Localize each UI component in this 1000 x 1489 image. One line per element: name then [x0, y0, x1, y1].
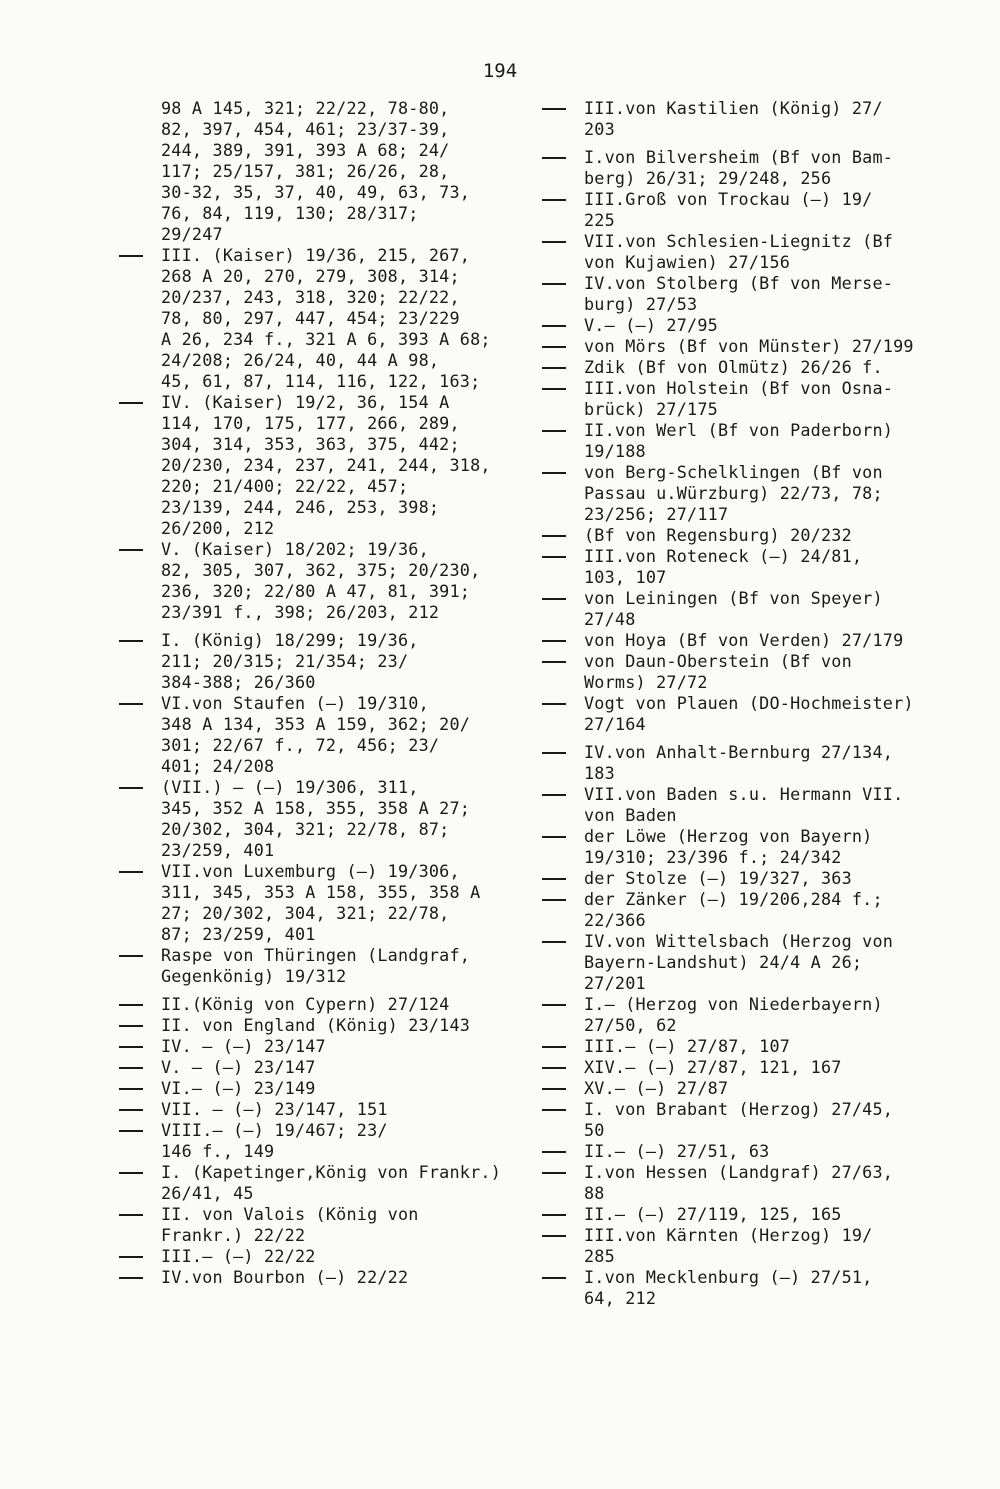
index-entry: IV.von Bourbon (—) 22/22: [112, 1267, 508, 1288]
index-entry: III.— (—) 27/87, 107: [535, 1036, 935, 1057]
index-entry: von Daun-Oberstein (Bf von Worms) 27/72: [535, 651, 935, 693]
index-entry: II.— (—) 27/51, 63: [535, 1141, 935, 1162]
index-entry: III. (Kaiser) 19/36, 215, 267, 268 A 20, 270, 279, 308, 314; 20/237, 243, 318, 320; 22/22, 78, 80, 297, 447, 454; 23/229 A 26, 234 f., 321 A 6, 393 A 68; 24/208; 26/24, 40, 44 A 98, 45, 61, 87, 114, 116, 122, 163;: [112, 245, 508, 392]
index-entry: Raspe von Thüringen (Landgraf, Gegenkönig) 19/312: [112, 945, 508, 987]
index-entry: I. von Brabant (Herzog) 27/45, 50: [535, 1099, 935, 1141]
index-entry: II. von England (König) 23/143: [112, 1015, 508, 1036]
index-entry: der Zänker (—) 19/206,284 f.; 22/366: [535, 889, 935, 931]
index-entry: V. — (—) 23/147: [112, 1057, 508, 1078]
index-entry: VI.— (—) 23/149: [112, 1078, 508, 1099]
index-entry: IV.von Stolberg (Bf von Merse- burg) 27/53: [535, 273, 935, 315]
index-entry: VII.von Schlesien-Liegnitz (Bf von Kujawien) 27/156: [535, 231, 935, 273]
index-entry: I.von Mecklenburg (—) 27/51, 64, 212: [535, 1267, 935, 1309]
index-entry: II.(König von Cypern) 27/124: [112, 994, 508, 1015]
index-entry: III.Groß von Trockau (—) 19/ 225: [535, 189, 935, 231]
index-entry: III.— (—) 22/22: [112, 1246, 508, 1267]
index-entry: V.— (—) 27/95: [535, 315, 935, 336]
index-entry: I. (König) 18/299; 19/36, 211; 20/315; 21/354; 23/ 384-388; 26/360: [112, 630, 508, 693]
index-entry: VII.von Luxemburg (—) 19/306, 311, 345, 353 A 158, 355, 358 A 27; 20/302, 304, 321; 22/78, 87; 23/259, 401: [112, 861, 508, 945]
index-entry: II.— (—) 27/119, 125, 165: [535, 1204, 935, 1225]
index-entry: XIV.— (—) 27/87, 121, 167: [535, 1057, 935, 1078]
index-entry: III.von Kastilien (König) 27/ 203: [535, 98, 935, 140]
index-entry: IV.von Wittelsbach (Herzog von Bayern-Landshut) 24/4 A 26; 27/201: [535, 931, 935, 994]
index-entry: IV.von Anhalt-Bernburg 27/134, 183: [535, 742, 935, 784]
index-entry: III.von Kärnten (Herzog) 19/ 285: [535, 1225, 935, 1267]
index-entry: IV. (Kaiser) 19/2, 36, 154 A 114, 170, 175, 177, 266, 289, 304, 314, 353, 363, 375, 442; 20/230, 234, 237, 241, 244, 318, 220; 21/400; 22/22, 457; 23/139, 244, 246, 253, 398; 26/200, 212: [112, 392, 508, 539]
index-column-left: [112, 98, 508, 1288]
index-entry: Vogt von Plauen (DO-Hochmeister) 27/164: [535, 693, 935, 735]
index-entry: Zdik (Bf von Olmütz) 26/26 f.: [535, 357, 935, 378]
index-entry: von Leiningen (Bf von Speyer) 27/48: [535, 588, 935, 630]
index-entry: IV. — (—) 23/147: [112, 1036, 508, 1057]
index-entry: von Berg-Schelklingen (Bf von Passau u.Würzburg) 22/73, 78; 23/256; 27/117: [535, 462, 935, 525]
index-entry: (Bf von Regensburg) 20/232: [535, 525, 935, 546]
index-entry: I.von Bilversheim (Bf von Bam- berg) 26/31; 29/248, 256: [535, 147, 935, 189]
index-entry: I.— (Herzog von Niederbayern) 27/50, 62: [535, 994, 935, 1036]
index-entry: von Hoya (Bf von Verden) 27/179: [535, 630, 935, 651]
index-entry: II.von Werl (Bf von Paderborn) 19/188: [535, 420, 935, 462]
index-entry: XV.— (—) 27/87: [535, 1078, 935, 1099]
index-entry: III.von Holstein (Bf von Osna- brück) 27/175: [535, 378, 935, 420]
index-column-right: [535, 98, 935, 1309]
index-entry: VIII.— (—) 19/467; 23/ 146 f., 149: [112, 1120, 508, 1162]
index-entry: der Stolze (—) 19/327, 363: [535, 868, 935, 889]
index-entry: 98 A 145, 321; 22/22, 78-80, 82, 397, 454, 461; 23/37-39, 244, 389, 391, 393 A 68; 24/ 117; 25/157, 381; 26/26, 28, 30-32, 35, 37, 40, 49, 63, 73, 76, 84, 119, 130; 28/317; 29/247: [161, 98, 471, 244]
index-entry: VII. — (—) 23/147, 151: [112, 1099, 508, 1120]
index-entry: VII.von Baden s.u. Hermann VII. von Baden: [535, 784, 935, 826]
index-entry: von Mörs (Bf von Münster) 27/199: [535, 336, 935, 357]
page-number: 194: [482, 60, 518, 82]
index-entry: I.von Hessen (Landgraf) 27/63, 88: [535, 1162, 935, 1204]
index-entry: der Löwe (Herzog von Bayern) 19/310; 23/396 f.; 24/342: [535, 826, 935, 868]
index-entry: II. von Valois (König von Frankr.) 22/22: [112, 1204, 508, 1246]
index-entry: I. (Kapetinger,König von Frankr.) 26/41, 45: [112, 1162, 508, 1204]
index-entry: V. (Kaiser) 18/202; 19/36, 82, 305, 307, 362, 375; 20/230, 236, 320; 22/80 A 47, 81, 391; 23/391 f., 398; 26/203, 212: [112, 539, 508, 623]
index-entry: VI.von Staufen (—) 19/310, 348 A 134, 353 A 159, 362; 20/ 301; 22/67 f., 72, 456; 23/ 401; 24/208: [112, 693, 508, 777]
index-entry: III.von Roteneck (—) 24/81, 103, 107: [535, 546, 935, 588]
index-entry: (VII.) — (—) 19/306, 311, 345, 352 A 158, 355, 358 A 27; 20/302, 304, 321; 22/78, 87; 23/259, 401: [112, 777, 508, 861]
